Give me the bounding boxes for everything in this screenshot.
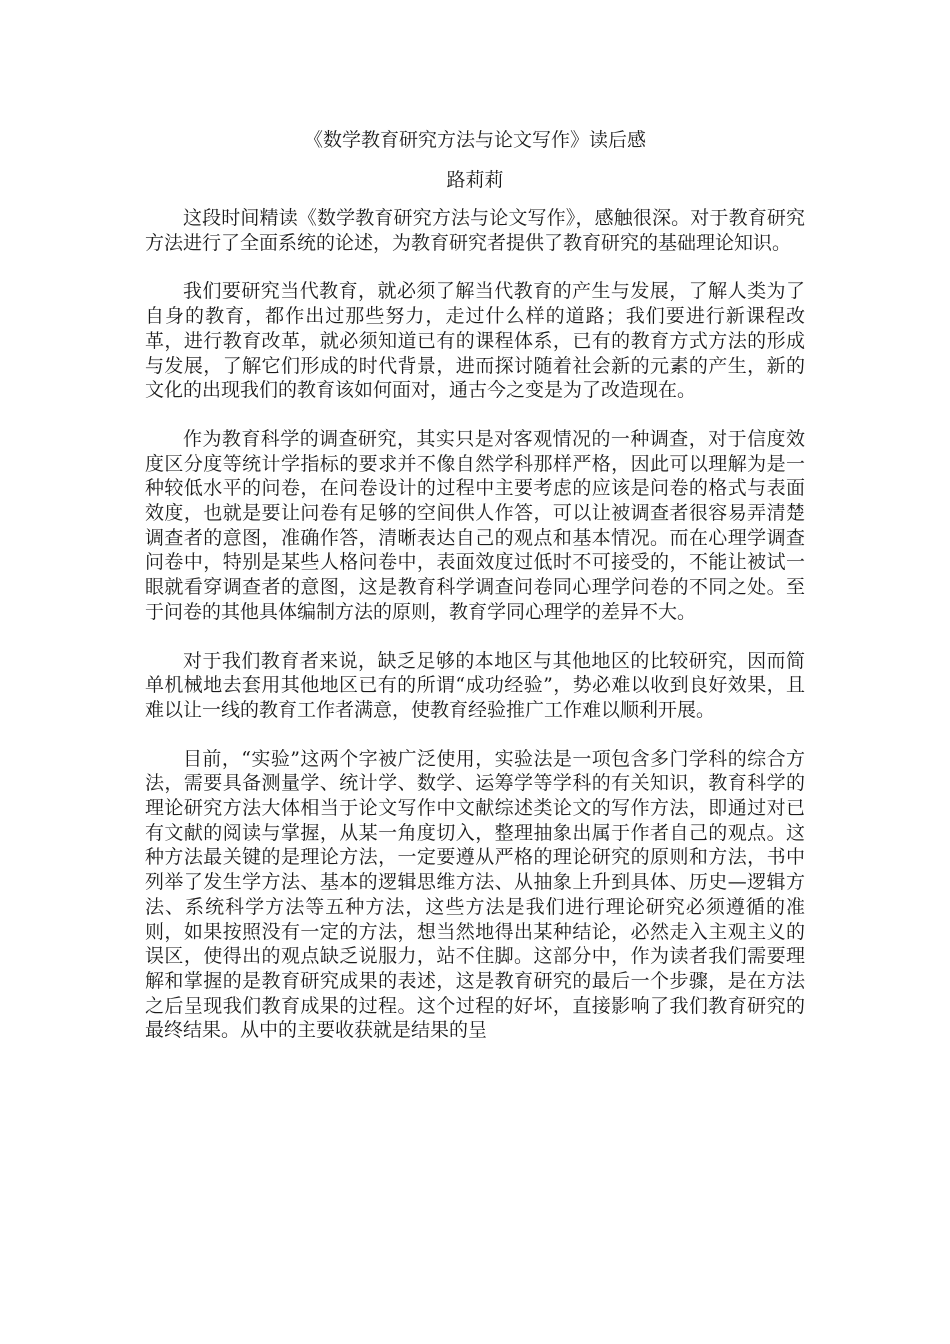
paragraph-1: 这段时间精读《数学教育研究方法与论文写作》，感触很深。对于教育研究方法进行了全面系统的论述，为教育研究者提供了教育研究的基础理论知识。 — [145, 207, 805, 254]
paragraph-5: 目前，“实验”这两个字被广泛使用，实验法是一项包含多门学科的综合方法，需要具备测量学、统计学、数学、运筹学等学科的有关知识，教育科学的理论研究方法大体相当于论文写作中文献综述类论文的写作方法，即通过对已有文献的阅读与掌握，从某一角度切入，整理抽象出属于作者自己的观点。这种方法最关键的是理论方法，一定要遵从严格的理论研究的原则和方法，书中列举了发生学方法、基本的逻辑思维方法、从抽象上升到具体、历史—逻辑方法、系统科学方法等五种方法，这些方法是我们进行理论研究必须遵循的准则，如果按照没有一定的方法，想当然地得出某种结论，必然走入主观主义的误区，使得出的观点缺乏说服力，站不住脚。这部分中，作为读者我们需要理解和掌握的是教育研究成果的表述，这是教育研究的最后一个步骤，是在方法之后呈现我们教育成果的过程。这个过程的好坏，直接影响了我们教育研究的最终结果。从中的主要收获就是结果的呈 — [145, 747, 805, 1042]
document-content — [145, 120, 805, 1067]
paragraph-2: 我们要研究当代教育，就必须了解当代教育的产生与发展，了解人类为了自身的教育，都作出过那些努力，走过什么样的道路；我们要进行新课程改革，进行教育改革，就必须知道已有的课程体系，已有的教育方式方法的形成与发展，了解它们形成的时代背景，进而探讨随着社会新的元素的产生，新的文化的出现我们的教育该如何面对，通古今之变是为了改造现在。 — [145, 280, 805, 402]
document-title: 《数学教育研究方法与论文写作》读后感 — [303, 129, 646, 151]
document-author: 路莉莉 — [446, 169, 504, 191]
paragraph-4: 对于我们教育者来说，缺乏足够的本地区与其他地区的比较研究，因而简单机械地去套用其他地区已有的所谓“成功经验”，势必难以收到良好效果，且难以让一线的教育工作者满意，使教育经验推广工作难以顺利开展。 — [145, 649, 805, 721]
paragraph-3: 作为教育科学的调查研究，其实只是对客观情况的一种调查，对于信度效度区分度等统计学指标的要求并不像自然学科那样严格，因此可以理解为是一种较低水平的问卷，在问卷设计的过程中主要考虑的应该是问卷的格式与表面效度，也就是要让问卷有足够的空间供人作答，可以让被调查者很容易弄清楚调查者的意图，准确作答，清晰表达自己的观点和基本情况。而在心理学调查问卷中，特别是某些人格问卷中，表面效度过低时不可接受的，不能让被试一眼就看穿调查者的意图，这是教育科学调查问卷同心理学问卷的不同之处。至于问卷的其他具体编制方法的原则，教育学同心理学的差异不大。 — [145, 427, 805, 623]
